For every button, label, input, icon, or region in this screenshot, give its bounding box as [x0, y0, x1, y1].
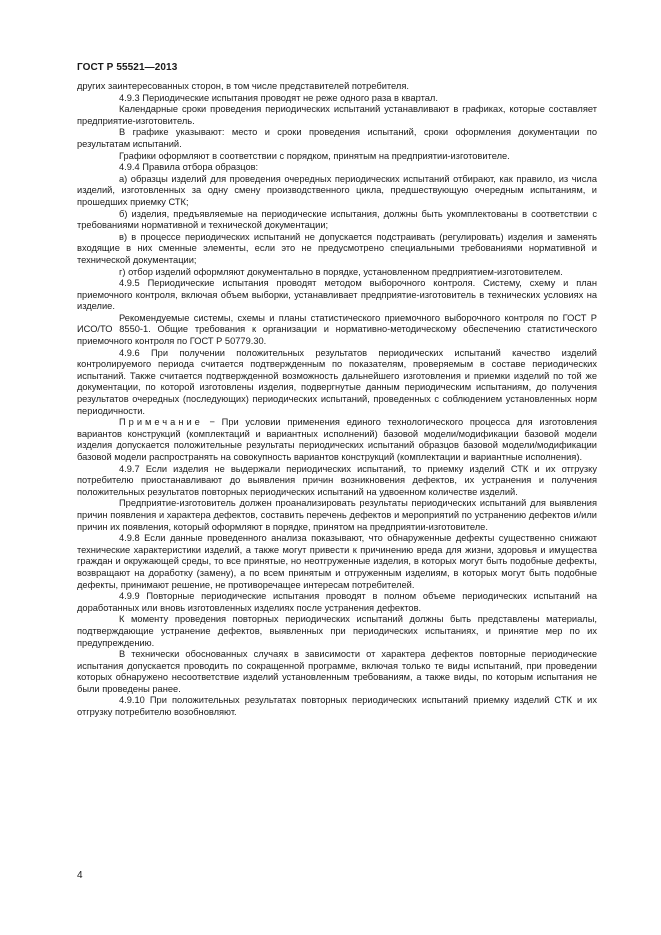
paragraph: В технически обоснованных случаях в зависимости от характера дефектов повторные периодические испытания допускается проводить по сокращенной программе, включая только те виды испытаний, при проведении которых обнаружено несоответствие изделий установленным требованиям, а также виды, по которым испытания не были проведены ранее. — [77, 649, 597, 694]
paragraph: В графике указывают: место и сроки проведения испытаний, сроки оформления документации по результатам испытаний. — [77, 127, 597, 149]
list-item-b: б) изделия, предъявляемые на периодические испытания, должны быть укомплектованы в соответствии с требованиями нормативной и технической документации; — [77, 208, 597, 231]
page-number: 4 — [77, 870, 83, 881]
note-label: Примечание — [119, 417, 203, 428]
list-item-g: г) отбор изделий оформляют документально в порядке, установленном предприятием-изготовителем. — [119, 266, 563, 277]
document-body — [77, 81, 597, 719]
paragraph: 4.9.5 Периодические испытания проводят методом выборочного контроля. Систему, схему и план приемочного контроля, включая объем выборки, устанавливает предприятие-изготовитель в технических условиях на изделие. — [77, 278, 597, 312]
list-item-v: в) в процессе периодических испытаний не допускается подстраивать (регулировать) изделия и заменять входящие в них сменные элементы, если это не предусмотрено специальными требованиями нормативной и технической документации; — [77, 231, 597, 265]
paragraph: 4.9.10 При положительных результатах повторных периодических испытаний приемку изделий СТК и их отгрузку потребителю возобновляют. — [77, 695, 597, 718]
paragraph: 4.9.3 Периодические испытания проводят не реже одного раза в квартал. — [119, 92, 438, 103]
note-text: − При условии применения единого технологического процесса для изготовления вариантов конструкций (комплектаций и вариантных исполнений) базовой модели/модификации базовой модели изделия допускается положительные результаты периодических испытаний образцов базовой модели/модификации базовой модели распространять на совокупность вариантов конструкций (комплектации и вариантные исполнения). — [77, 417, 597, 462]
paragraph: Календарные сроки проведения периодических испытаний устанавливают в графиках, которые составляет предприятие-изготовитель. — [77, 104, 597, 126]
paragraph: Предприятие-изготовитель должен проанализировать результаты периодических испытаний для выявления причин появления и характера дефектов, составить перечень дефектов и мероприятий по устранению дефектов и/или причин их появления, который оформляют в порядке, принятом на предприятии-изготовителе. — [77, 498, 597, 532]
paragraph: 4.9.9 Повторные периодические испытания проводят в полном объеме периодических испытаний на доработанных или вновь изготовленных изделиях после устранения дефектов. — [77, 591, 597, 613]
document-header: ГОСТ Р 55521—2013 — [77, 62, 178, 73]
note-paragraph — [77, 417, 597, 463]
paragraph: К моменту проведения повторных периодических испытаний должны быть представлены материалы, подтверждающие устранение дефектов, выявленных при периодических испытаниях, и принятие мер по их предупреждению. — [77, 614, 597, 648]
paragraph: 4.9.7 Если изделия не выдержали периодических испытаний, то приемку изделий СТК и их отгрузку потребителю приостанавливают до выявления причин возникновения дефектов, их устранения и получения положительных результатов повторных периодических испытаний на удвоенном количестве изделий. — [77, 463, 597, 497]
list-item-a: а) образцы изделий для проведения очередных периодических испытаний отбирают, как правило, из числа изделий, изготовленных за одну смену производственного цикла, предшествующую очередным испытаниям, и прошедших приемку СТК; — [77, 173, 597, 207]
paragraph: 4.9.8 Если данные проведенного анализа показывают, что обнаруженные дефекты существенно снижают технические характеристики изделий, а также могут привести к причинению вреда для жизни, здоровья и имущества граждан и окружающей среды, то все принятые, но неотгруженные изделия, в которых могут быть подобные дефекты, возвращают на доработку (замену), а по всем принятым и отгруженным изделиям, в которых могут быть подобные дефекты, принимают решение, не противоречащее интересам потребителей. — [77, 533, 597, 590]
paragraph: 4.9.4 Правила отбора образцов: — [119, 162, 259, 173]
paragraph: Рекомендуемые системы, схемы и планы статистического приемочного выборочного контроля по ГОСТ Р ИСО/ТО 8550-1. Общие требования к организации и нормативно-методическому обеспечению статистического приемочного контроля по ГОСТ Р 50779.30. — [77, 312, 597, 347]
paragraph: других заинтересованных сторон, в том числе представителей потребителя. — [77, 81, 409, 91]
paragraph: 4.9.6 При получении положительных результатов периодических испытаний качество изделий контролируемого периода считается подтвержденным по показателям, проверяемым в составе периодических испытаний. Также считается подтвержденной возможность дальнейшего изготовления и приемки изделий по той же документации, по которой изготовлены изделия, подвергнутые данным периодическим испытаниям, до получения результатов очередных (последующих) периодических испытаний, проведенных с соблюдением установленных норм периодичности. — [77, 347, 597, 416]
paragraph: Графики оформляют в соответствии с порядком, принятым на предприятии-изготовителе. — [119, 150, 510, 161]
